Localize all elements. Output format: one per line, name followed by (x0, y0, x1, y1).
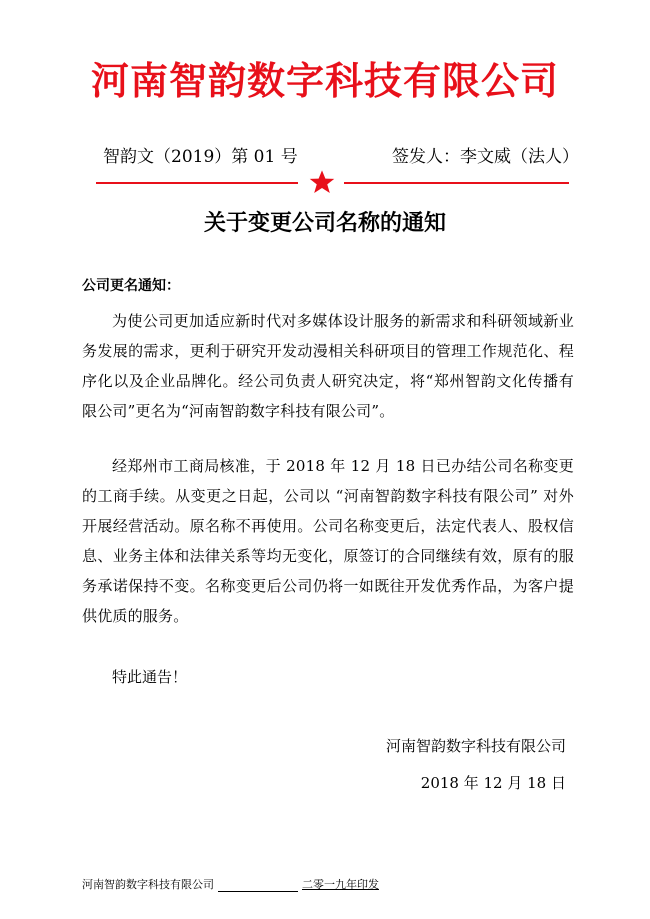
notice-title: 关于变更公司名称的通知 (203, 210, 446, 236)
company-letterhead-title: 河南智韵数字科技有限公司 (90, 58, 559, 103)
footer-company: 河南智韵数字科技有限公司 (82, 878, 214, 891)
salutation: 公司更名通知： (82, 278, 180, 294)
footer-rule (218, 891, 298, 892)
body-paragraph-2: 经郑州市工商局核准，于 2018 年 12 月 18 日已办结公司名称变更的工商手续。从变更之日起，公司以 “河南智韵数字科技有限公司” 对外开展经营活动。原名称不再使用。公司名称变更后，法定代表人、股权信息、业务主体和法律关系等均无变化，原签订的合同继续有效，原有的服务承诺保持不变。名称变更后公司仍将一如既往开发优秀作品，为客户提供优质的服务。 (82, 457, 574, 625)
signer: 签发人：李文威（法人） (392, 147, 579, 167)
red-divider-right (344, 182, 569, 184)
closing-line: 特此通告！ (112, 668, 188, 686)
signature-company: 河南智韵数字科技有限公司 (385, 737, 566, 755)
body-paragraph-1: 为使公司更加适应新时代对多媒体设计服务的新需求和科研领域新业务发展的需求，更利于研究开发动漫相关科研项目的管理工作规范化、程序化以及企业品牌化。经公司负责人研究决定，将“郑州智韵文化传播有限公司”更名为“河南智韵数字科技有限公司”。 (82, 312, 574, 420)
document-number: 智韵文（2019）第 01 号 (103, 147, 298, 167)
footer (82, 876, 379, 892)
signature-date: 2018 年 12 月 18 日 (420, 774, 566, 792)
red-divider-left (96, 182, 298, 184)
footer-issue-date: 二零一九年印发 (302, 878, 379, 891)
red-star-icon (308, 168, 336, 196)
